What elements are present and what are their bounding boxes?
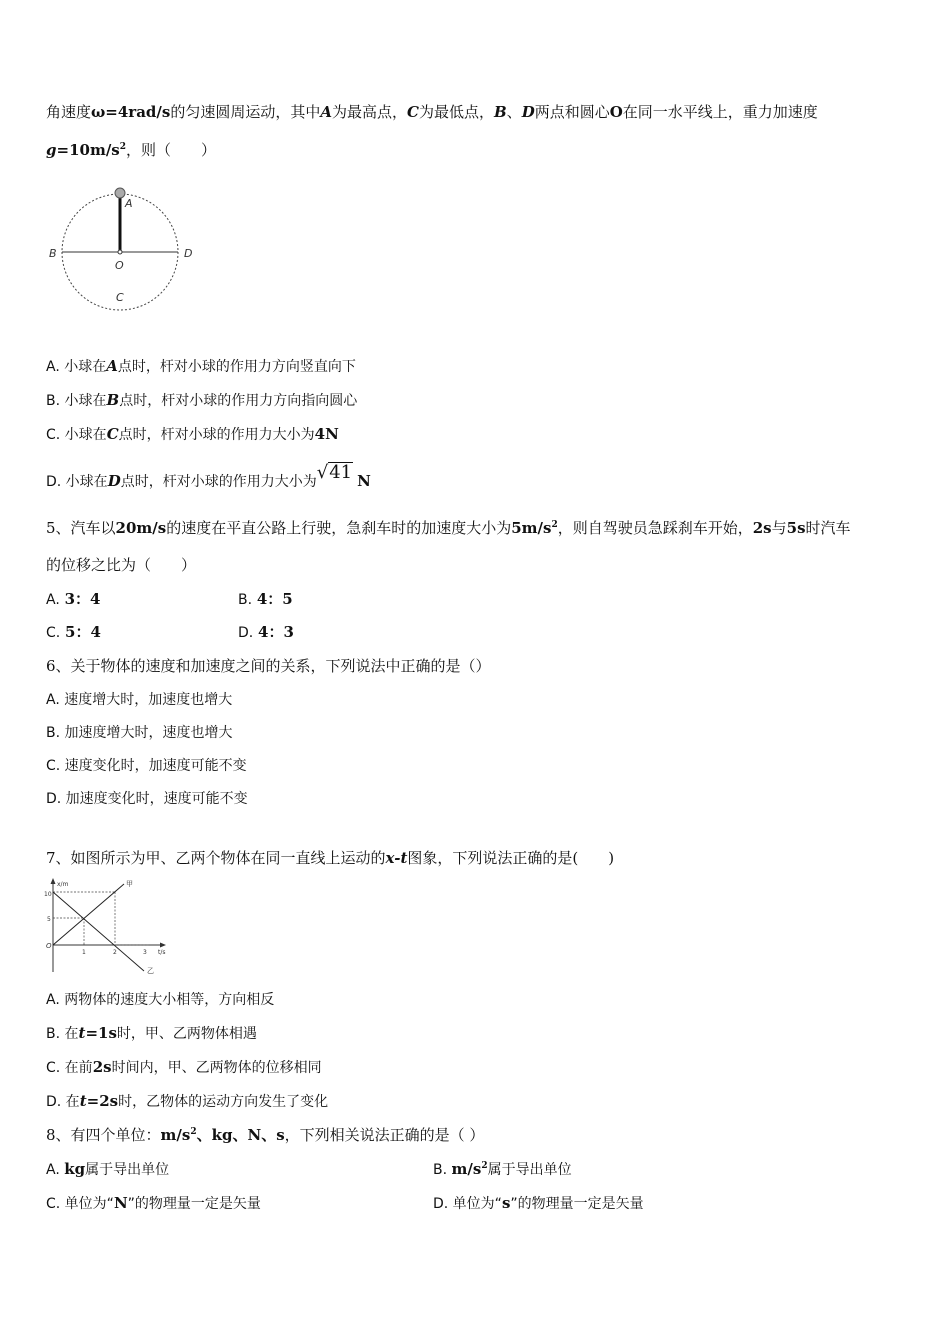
q4-option-c-text: 点时，杆对小球的作用力大小为 (118, 427, 315, 443)
q4-stem-part3: 为最高点， (332, 103, 408, 121)
q7-option-d-t: t (79, 1092, 87, 1110)
q8-stem-a: 8、有四个单位： (46, 1126, 161, 1144)
q4-option-d-var: D (107, 472, 121, 490)
q4-var-d: D (521, 103, 535, 121)
q4-g-sup: 2 (119, 142, 127, 152)
q6-option-d: D. 加速度变化时，速度可能不变 (46, 791, 248, 807)
q4-option-d-text: 点时，杆对小球的作用力大小为 (120, 474, 317, 490)
q5-option-c-value: 5：4 (65, 623, 101, 641)
radical-sign: √ (316, 462, 329, 483)
q7-option-c-b: 时间内，甲、乙两物体的位移相同 (111, 1060, 322, 1076)
q8-stem-b: ，下列相关说法正确的是（ ） (284, 1126, 485, 1144)
label-b: B (49, 247, 57, 260)
q8-units-sup: 2 (190, 1127, 197, 1137)
q4-option-a-prefix: A. 小球在 (46, 359, 107, 375)
q6-option-c: C. 速度变化时，加速度可能不变 (46, 758, 247, 774)
label-o: O (115, 259, 124, 272)
origin-label: O (46, 942, 52, 950)
q4-option-c-prefix: C. 小球在 (46, 427, 107, 443)
q4-g-value: =10m/s (56, 141, 120, 159)
q7-option-d (46, 1091, 328, 1112)
q7-option-a: A. 两物体的速度大小相等，方向相反 (46, 992, 275, 1008)
q8-option-d (433, 1193, 644, 1214)
q4-option-b-text: 点时，杆对小球的作用力方向指向圆心 (119, 393, 358, 409)
label-d: D (184, 247, 193, 260)
line-jia (53, 884, 124, 945)
q4-var-a: A (320, 103, 332, 121)
q8-option-b (433, 1159, 572, 1180)
q8-option-a (46, 1159, 169, 1180)
q6-option-b: B. 加速度增大时，速度也增大 (46, 725, 233, 741)
x-axis-label: t/s (158, 949, 166, 956)
q5-text-c: ，则自驾驶员急踩刹车开始， (557, 519, 753, 537)
q4-option-c-value: 4N (314, 425, 339, 443)
q7-option-c-a: C. 在前 (46, 1060, 93, 1076)
q4-stem-part1: 角速度 (46, 103, 92, 121)
x-tick-1: 1 (82, 949, 86, 956)
y-tick-10: 10 (44, 891, 52, 898)
q8-stem (46, 1125, 484, 1145)
q5-option-a-value: 3：4 (64, 590, 101, 608)
q5-stem-line2: 的位移之比为（ ） (46, 556, 197, 574)
q4-option-b-var: B (106, 391, 120, 409)
q5-acc-sup: 2 (551, 520, 558, 530)
q5-option-c (46, 622, 101, 643)
y-tick-5: 5 (47, 916, 51, 923)
q7-option-b-v: =1s (85, 1024, 117, 1042)
q8-option-c-a: C. 单位为“ (46, 1196, 114, 1212)
q7-xt-graph (44, 876, 174, 976)
q4-option-d (46, 462, 371, 492)
label-jia: 甲 (126, 880, 133, 888)
q7-option-b-a: B. 在 (46, 1026, 79, 1042)
q7-stem (46, 848, 614, 868)
x-axis-arrow (160, 943, 166, 948)
q4-option-a-text: 点时，杆对小球的作用力方向竖直向下 (117, 359, 356, 375)
q7-option-b-t: t (78, 1024, 86, 1042)
q8-option-a-a: A. (46, 1162, 65, 1178)
q4-option-b (46, 390, 357, 411)
q7-option-d-v: =2s (86, 1092, 119, 1110)
q4-sep: 、 (506, 103, 522, 121)
q5-option-b-label: B. (238, 592, 253, 608)
q8-option-c (46, 1193, 261, 1214)
q4-option-c (46, 424, 339, 445)
q8-option-b-sup: 2 (481, 1161, 488, 1171)
q8-option-a-unit: kg (64, 1160, 86, 1178)
q7-option-b-b: 时，甲、乙两物体相遇 (116, 1026, 257, 1042)
q5-text-b: 的速度在平直公路上行驶，急刹车时的加速度大小为 (166, 519, 512, 537)
radicand: 41 (329, 462, 353, 483)
q7-option-b (46, 1023, 257, 1044)
q5-text-a: 5、汽车以 (46, 519, 116, 537)
q4-option-a-var: A (106, 357, 118, 375)
q4-option-b-prefix: B. 小球在 (46, 393, 107, 409)
q5-option-d (238, 622, 294, 643)
label-a: A (125, 197, 133, 210)
q7-option-c-v: 2s (92, 1058, 112, 1076)
y-axis-arrow (51, 878, 56, 884)
q5-acceleration: 5m/s (511, 519, 552, 537)
q5-t2: 2s (752, 519, 772, 537)
x-tick-3: 3 (143, 949, 147, 956)
q6-option-a: A. 速度增大时，加速度也增大 (46, 692, 233, 708)
line-yi (53, 892, 144, 971)
ball (115, 188, 125, 198)
q4-var-o: O (609, 103, 623, 121)
q8-option-b-b: 属于导出单位 (487, 1162, 572, 1178)
q7-option-d-b: 时，乙物体的运动方向发生了变化 (118, 1094, 329, 1110)
q5-speed: 20m/s (115, 519, 167, 537)
q8-option-d-unit: s (501, 1194, 511, 1212)
q4-option-d-prefix: D. 小球在 (46, 474, 108, 490)
q8-option-d-b: ”的物理量一定是矢量 (510, 1196, 644, 1212)
q7-option-d-a: D. 在 (46, 1094, 80, 1110)
q4-var-b: B (493, 103, 507, 121)
q5-text-d: 与 (771, 519, 787, 537)
q8-option-c-b: ”的物理量一定是矢量 (127, 1196, 261, 1212)
y-axis-label: x/m (57, 881, 69, 888)
q5-t5: 5s (786, 519, 806, 537)
q8-option-a-b: 属于导出单位 (85, 1162, 170, 1178)
label-yi: 乙 (147, 967, 154, 975)
q4-var-c: C (407, 103, 419, 121)
q4-stem-part6: 在同一水平线上，重力加速度 (622, 103, 818, 121)
q8-units: m/s (160, 1126, 191, 1144)
q5-option-d-value: 4：3 (258, 623, 294, 641)
label-c: C (116, 291, 124, 304)
q5-option-a (46, 589, 100, 610)
q4-g: g (46, 141, 57, 159)
q5-text-e: 时汽车 (805, 519, 851, 537)
q4-stem-tail: ，则（ ） (126, 141, 217, 159)
q4-option-d-unit: N (357, 472, 371, 490)
q4-circle-figure (44, 184, 204, 334)
q4-stem-line1 (46, 102, 818, 122)
q5-option-a-label: A. (46, 592, 60, 608)
q8-option-c-unit: N (113, 1194, 128, 1212)
q7-stem-b: 图象，下列说法正确的是( ) (407, 849, 615, 867)
q4-option-a (46, 356, 356, 377)
q4-option-c-var: C (106, 425, 119, 443)
q7-xt: x-t (385, 849, 408, 867)
q4-stem-part2: 的匀速圆周运动，其中 (170, 103, 321, 121)
q5-option-d-label: D. (238, 625, 254, 641)
sqrt-expression (317, 462, 353, 483)
q4-omega: ω=4rad/s (91, 103, 171, 121)
q5-option-b (238, 589, 293, 610)
center-point (118, 250, 122, 254)
q7-stem-a: 7、如图所示为甲、乙两个物体在同一直线上运动的 (46, 849, 386, 867)
q4-stem-line2 (46, 140, 216, 160)
q4-stem-part5: 两点和圆心 (534, 103, 610, 121)
q5-option-b-value: 4：5 (256, 590, 293, 608)
q7-option-c (46, 1057, 322, 1078)
q6-stem: 6、关于物体的速度和加速度之间的关系，下列说法中正确的是（） (46, 657, 491, 675)
q8-option-b-a: B. (433, 1162, 452, 1178)
q8-option-d-a: D. 单位为“ (433, 1196, 502, 1212)
q5-option-c-label: C. (46, 625, 61, 641)
q5-stem-line1 (46, 518, 851, 538)
q8-units-b: 、kg、N、s (196, 1126, 285, 1144)
q8-option-b-unit: m/s (451, 1160, 482, 1178)
q4-stem-part4: 为最低点， (418, 103, 494, 121)
x-tick-2: 2 (113, 949, 117, 956)
